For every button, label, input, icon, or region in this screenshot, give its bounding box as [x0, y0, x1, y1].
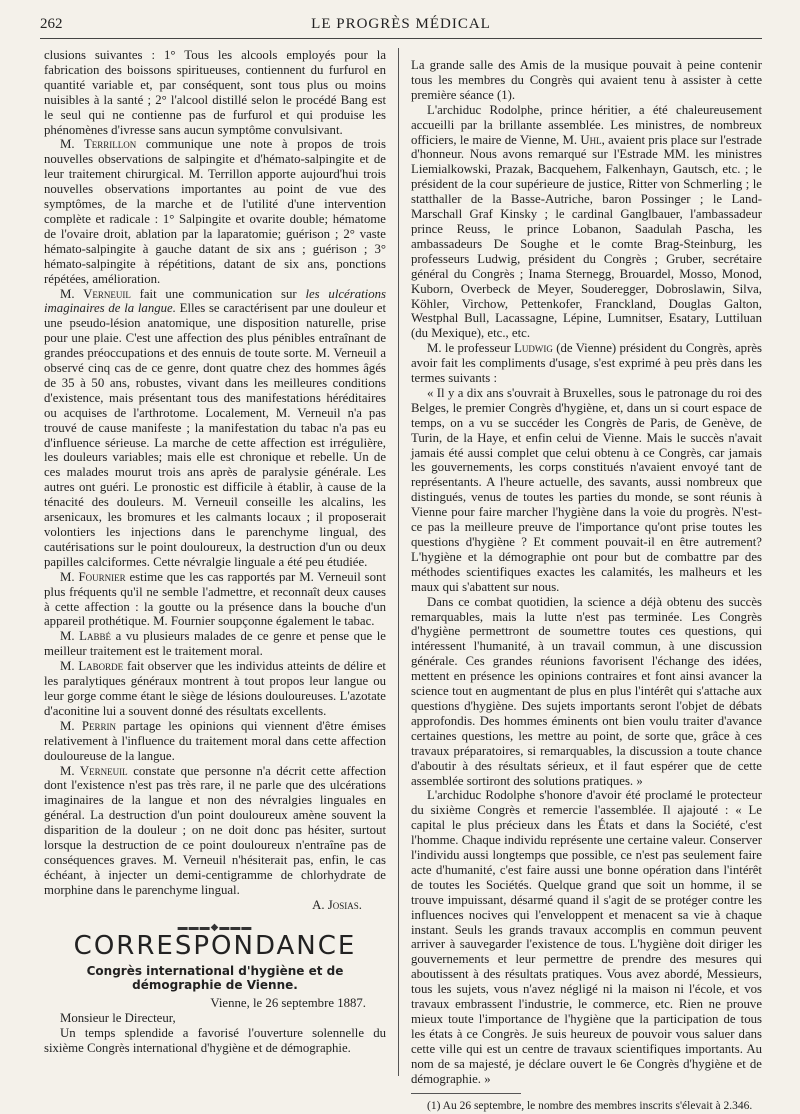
column-rule [398, 48, 399, 1076]
right-column [411, 58, 762, 1113]
page-number: 262 [40, 16, 63, 32]
paragraph [44, 629, 386, 659]
speaker-name: M. Perrin [60, 718, 116, 733]
paragraph-text: communique une note à propos de trois nouvelles observations de salpingite et d'hémato-salpingite et de leur traitement chirurgical. M. Terrillon apporte aujourd'hui trois nouvelles observations importantes au point de vue des symptômes, de la marche et de l'utilité d'une intervention complète et radicale : 1° Salpingite et ovarite double; hématome de l'ovaire droit, ablation par la laparatomie; guérison ; 2° vaste hémato-salpingite à gauche datant de six ans ; guérison ; 3° hémato-salpingite à répétitions, datant de six ans, ponctions répétées, amélioration. [44, 137, 386, 286]
paragraph [44, 719, 386, 764]
paragraph-text: constate que personne n'a décrit cette affection dont l'existence n'est pas très rare, il ne parle que des ulcérations imaginaires de la langue et non des névralgies linguales en général. La destruction d'un point douloureux amène souvent la disparition de la douleur ; on ne doit donc pas hésiter, surtout lorsque la destruction de ce point douloureux n'entraîne pas de conséquences graves. M. Verneuil n'hésiterait pas, enfin, le cas échéant, à injecter un demi-centigramme de chlorhydrate de morphine dans le parenchyme lingual. [44, 763, 386, 897]
person-name: Uhl [580, 132, 602, 147]
dateline: Vienne, le 26 septembre 1887. [210, 996, 366, 1011]
footnote-rule [411, 1093, 521, 1094]
speaker-name: M. Terrillon [60, 137, 137, 152]
italic-topic: les ulcérations imaginaires de la langue. [44, 286, 386, 316]
speaker-name: M. Fournier [60, 569, 126, 584]
paragraph-text: estime que les cas rapportés par M. Verneuil sont plus fréquents qu'il ne semble l'admettre, et reconnaît deux causes à cette affection : la goutte ou la présence dans la bouche d'un appareil prothétique. M. Fournier soupçonne également le tabac. [44, 569, 386, 629]
person-name: Ludwig [514, 341, 553, 356]
ornament-divider: ▬▬▬◆▬▬▬ [177, 921, 253, 933]
speaker-name: M. Verneuil [60, 763, 128, 778]
quoted-speech: « Il y a dix ans s'ouvrait à Bruxelles, sous le patronage du roi des Belges, le premier Congrès d'hygiène, et, dans un si court espace de temps, on a vu se succéder les Congrès de Paris, de Genève, de Turin, de la Haye, et enfin celui de Vienne. Mais le succès n'avait jamais été aussi complet que celui obtenu à ce Congrès, car jamais les gouvernements, les corps constitués n'avaient envoyé tant de représentants. A l'heure actuelle, des savants, aussi nombreux que distingués, venus de toutes les parties du monde, se sont réunis à Vienne pour faire marcher l'hygiène dans la voie du progrès. N'est-ce pas la meilleure preuve de l'importance qu'ont prise toutes les questions d'hygiène ? Et comment pouvait-il en être autrement? L'hygiène et la démographie ont pour but de combattre par des méthodes scientifiques exactes les calamités, les malheurs et les maux qui s'abattent sur nous. [411, 385, 762, 594]
signature-text: A. Josias. [312, 897, 362, 912]
paragraph [411, 103, 762, 342]
speaker-name: M. Laborde [60, 659, 124, 674]
paragraph: L'archiduc Rodolphe s'honore d'avoir été proclamé le protecteur du sixième Congrès et remercie l'assemblée. Il ajajouté : « Le capital le plus précieux dans les États et dans la Société, c'est l'homme. Chaque individu représente une certaine valeur. Conserver l'individu aussi longtemps que possible, ce n'est pas seulement faire acte d'humanité, c'est faire aussi une bonne opération dans l'intérêt de toutes les Sociétés. Quelque grand que soit un homme, il se trouve impuissant, désarmé quand il s'agit de se protéger contre les influences nocives qui l'enveloppent et menacent sa vie à chaque instant. Seuls les grands travaux accomplis en commun peuvent arriver à sauvegarder l'existence de tous. L'hygiène doit diriger les gouvernements et leur permettre de prendre des mesures qui aboutissent à des résultats pratiques. Vous avez abordé, Messieurs, tous les sujets, vous n'avez négligé ni la maison ni l'école, et vos travaux embrassent l'industrie, le commerce, etc. Rien ne prouve mieux toute l'importance de l'hygiène que la participation de tous les états à ce Congrès. Je suis heureux de pouvoir vous saluer dans cette ville qui est un centre de travaux scientifiques importants. Au nom de sa majesté, je déclare ouvert le 6e Congrès d'hygiène et de démographie. » [411, 788, 762, 1086]
paragraph [44, 764, 386, 898]
paragraph: Un temps splendide a favorisé l'ouverture solennelle du sixième Congrès international d'hygiène et de démographie. [44, 1026, 386, 1056]
paragraph-text: a vu plusieurs malades de ce genre et pense que le meilleur traitement est le traitement moral. [44, 629, 386, 659]
left-column [44, 48, 386, 1056]
section-title: CORRESPONDANCE [73, 931, 357, 962]
paragraph [411, 341, 762, 386]
paragraph-text: partage les opinions qui viennent d'être émises relativement à l'influence du traitement moral dans cette affection douloureuse de la langue. [44, 718, 386, 763]
paragraph-text: Elles se caractérisent par une douleur et une pseudo-lésion anatomique, une disposition naturelle, prise pour une plaie. C'est une affection des plus pénibles entraînant de grandes préoccupations et des ennuis de toute sorte. M. Verneuil a observé cinq cas de ce genre, dont quatre chez des hommes âgés de 35 à 50 ans, robustes, vivant dans les meilleures conditions d'existence, mais présentant tous des manifestations héréditaires ou acquises de l'arthrotome. Localement, M. Verneuil n'a pas trouvé de cause manifeste ; la manifestation du tabac n'a pas eu d'influence sérieuse. La marche de cette affection est irrégulière, les douleurs variables; mais elle est chronique et rebelle. Un de ces malades mourut trois ans après de paralysie générale. Les autres ont guéri. Le pronostic est difficile à établir, à cause de la ténacité des douleurs. M. Verneuil conseille les alcalins, les arsenicaux, les bromures et les calmants locaux ; il proposerait volontiers les injections dans le parenchyme lingual, des cautérisations sur le point douloureux, la destruction d'un ou deux papilles calciformes. Cette névralgie linguale a été peu étudiée. [44, 301, 387, 569]
page-header [40, 14, 762, 39]
paragraph [44, 570, 386, 630]
paragraph-text: L'archiduc Rodolphe, prince héritier, a été chaleureusement accueilli par la brillante assemblée. Les ministres, de nombreux officiers, le maire de Vienne, M. [411, 102, 762, 147]
paragraph-text: , avaient pris place sur l'estrade d'honneur. Nous avons remarqué sur l'Estrade MM. les ministres Liemialkowski, Prazak, Bacquehem, Falkenhayn, Gautsch, etc. ; le président de la cour supérieure de justice, Ritter von Schmerling ; le statthaller de la Basse-Autriche, baron Possinger ; le Land-Marschall Graf Kinsky ; le cardinal Ganglbauer, l'ambassadeur prince Reuss, le prince Lobanon, Saadulah Pascha, les ambassadeurs De Soughe et le comte Brag-Steinburg, les professeurs Ludwig, président du Congrès ; Gruber, secrétaire général du Congrès ; Inama Sternegg, Brouardel, Mosso, Monod, Kuborn, Overbeck de Meyer, Souderegger, Dobroslawin, Silva, Köhler, Virchow, Pettenkofer, Franckland, Douglas Galton, Westphal Bull, Lacassagne, Lépine, Lumnitser, Esatary, Luttiluan (du Mexique), etc., etc. [411, 132, 762, 341]
footnote: (1) Au 26 septembre, le nombre des membres inscrits s'élevait à 2.346. [427, 1099, 753, 1112]
speaker-name: M. Verneuil [60, 286, 131, 301]
speaker-name: M. Labbé [60, 629, 111, 644]
paragraph-text: M. le professeur [427, 341, 515, 356]
salutation: Monsieur le Directeur, [60, 1011, 176, 1026]
running-title: LE PROGRÈS MÉDICAL [311, 16, 491, 32]
paragraph-text: (de Vienne) président du Congrès, après avoir fait les compliments d'usage, s'est exprimé à peu près dans les termes suivants : [411, 341, 762, 386]
paragraph-text: fait une communication sur [130, 286, 306, 301]
paragraph: La grande salle des Amis de la musique pouvait à peine contenir tous les membres du Congrès qui avaient tenu à assister à cette première séance (1). [411, 58, 762, 102]
paragraph: clusions suivantes : 1° Tous les alcools employés pour la fabrication des boissons spiritueuses, contiennent du furfurol en quantité variable et, par conséquent, sont tous plus ou moins nuisibles à la santé ; 2° l'alcool distillé selon le procédé Bang est le seul qui ne contienne pas de furfurol et qui produise les phénomènes d'ivresse sans aucun symptôme convulsivant. [44, 48, 386, 137]
paragraph-text: fait observer que les individus atteints de délire et les paralytiques généraux montrent à tout propos leur langue ou leur gorge comme étant le siège de lésions douloureuses. L'azotate d'aconitine lui a souvent donné des résultats excellents. [44, 659, 386, 718]
paragraph [44, 659, 386, 719]
paragraph [44, 137, 386, 286]
author-signature [44, 898, 386, 913]
paragraph [44, 287, 386, 570]
section-subtitle: Congrès international d'hygiène et de démographie de Vienne. [86, 964, 344, 993]
quoted-speech: Dans ce combat quotidien, la science a déjà obtenu des succès remarquables, mais la lutte n'est pas terminée. Les Congrès d'hygiène permettront de soumettre toutes ces questions, qui intéressent l'humanité, à un travail commun, à une discussion générale. Ces grandes réunions favorisent l'échange des idées, mettent en présence les opinions contraires et font ainsi avancer la science tout en augmentant de plus en plus l'intérêt qui s'attache aux questions d'hygiène. Des sujets importants seront l'objet de débats approfondis. Des hommes éminents ont bien voulu traiter d'avance certaines questions, les mettre au point, de sorte que, grâce à ces travaux préparatoires, si remarquables, la discussion a toute chance d'aboutir à des résultats sérieux, et il faut espérer que de cette assemblée sortiront des solutions pratiques. » [411, 594, 762, 788]
